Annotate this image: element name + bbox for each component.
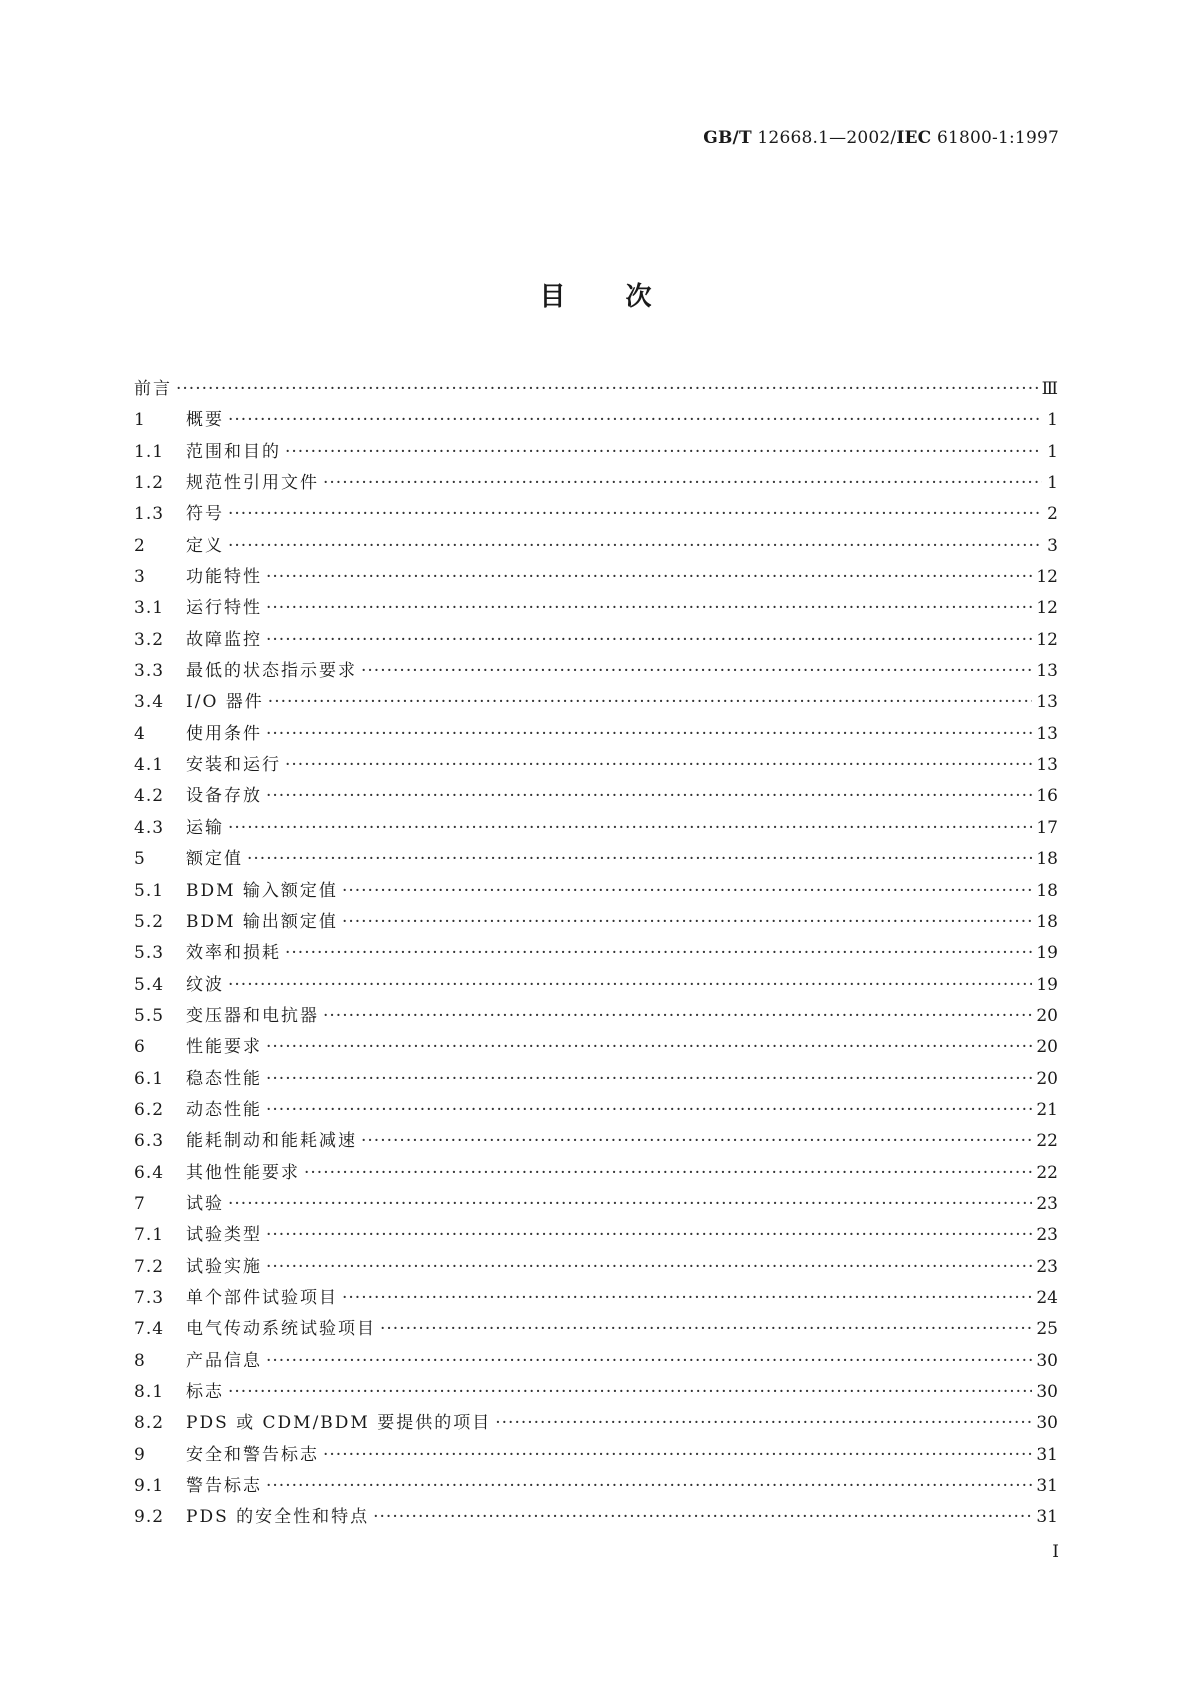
toc-entry-number: 9.1: [134, 1476, 165, 1497]
toc-entry[interactable]: [134, 687, 1058, 718]
toc-entry[interactable]: [134, 1064, 1058, 1095]
toc-entry[interactable]: [134, 593, 1058, 624]
toc-entry[interactable]: [134, 1471, 1058, 1502]
toc-entry-number: 6.4: [134, 1162, 165, 1183]
toc-entry-page: 25: [1036, 1319, 1058, 1340]
toc-entry-label: BDM 输入额定值: [186, 880, 338, 901]
toc-entry-number: 4.3: [134, 817, 165, 838]
toc-entry[interactable]: [134, 1440, 1058, 1471]
toc-entry-page: 13: [1036, 661, 1058, 682]
toc-dot-leader: [373, 1502, 1032, 1533]
toc-entry[interactable]: [134, 1252, 1058, 1283]
toc-entry-number: 3.2: [134, 629, 165, 650]
toc-dot-leader: [266, 1471, 1032, 1502]
toc-dot-leader: [228, 1377, 1032, 1408]
toc-dot-leader: [342, 1283, 1032, 1314]
toc-entry-number: 1.1: [134, 441, 165, 462]
toc-entry-label: 警告标志: [186, 1476, 262, 1497]
toc-entry-label: 能耗制动和能耗减速: [186, 1131, 357, 1152]
toc-dot-leader: [228, 499, 1042, 530]
toc-entry-number: 8.2: [134, 1413, 165, 1434]
toc-dot-leader: [228, 405, 1042, 436]
toc-entry[interactable]: [134, 1346, 1058, 1377]
toc-entry[interactable]: [134, 1032, 1058, 1063]
toc-entry-label: 性能要求: [186, 1037, 262, 1058]
toc-entry-page: 19: [1036, 943, 1058, 964]
standard-code-header: [703, 128, 1059, 148]
toc-entry-page: 30: [1036, 1413, 1058, 1434]
toc-entry[interactable]: [134, 625, 1058, 656]
toc-entry[interactable]: [134, 781, 1058, 812]
toc-dot-leader: [266, 1032, 1032, 1063]
toc-entry-label: 安全和警告标志: [186, 1444, 319, 1465]
toc-entry-label: 标志: [186, 1382, 224, 1402]
toc-entry-number: 2: [134, 535, 146, 556]
toc-dot-leader: [228, 970, 1032, 1001]
toc-entry-label: 最低的状态指示要求: [186, 661, 357, 682]
toc-entry[interactable]: [134, 1158, 1058, 1189]
toc-entry-page: 12: [1036, 629, 1058, 650]
toc-entry-number: 6.2: [134, 1099, 165, 1120]
toc-entry-page: Ⅲ: [1041, 379, 1058, 399]
toc-entry[interactable]: [134, 1001, 1058, 1032]
toc-dot-leader: [266, 1064, 1032, 1095]
toc-dot-leader: [228, 531, 1042, 562]
toc-entry[interactable]: [134, 468, 1058, 499]
toc-entry-page: 31: [1036, 1476, 1058, 1497]
toc-entry-page: 17: [1036, 817, 1058, 838]
toc-entry-page: 20: [1036, 1068, 1058, 1089]
toc-entry-label: 设备存放: [186, 786, 262, 807]
toc-entry-label: I/O 器件: [186, 692, 264, 713]
toc-dot-leader: [323, 1001, 1032, 1032]
toc-entry-label: 稳态性能: [186, 1068, 262, 1089]
toc-entry-number: 1.2: [134, 473, 165, 494]
toc-entry-page: 24: [1036, 1287, 1058, 1308]
toc-entry-page: 19: [1036, 974, 1058, 995]
toc-dot-leader: [266, 625, 1032, 656]
toc-dot-leader: [380, 1314, 1032, 1345]
toc-entry-page: 31: [1036, 1444, 1058, 1465]
toc-entry-page: 18: [1036, 880, 1058, 901]
toc-entry-page: 12: [1036, 567, 1058, 588]
toc-dot-leader: [266, 1220, 1032, 1251]
toc-entry-page: 1: [1047, 473, 1058, 494]
toc-entry[interactable]: [134, 750, 1058, 781]
toc-entry-number: 5.3: [134, 943, 165, 964]
toc-entry-label: 定义: [186, 535, 224, 556]
toc-entry-number: 7.1: [134, 1225, 165, 1246]
toc-entry[interactable]: [134, 1408, 1058, 1439]
toc-entry-page: 20: [1036, 1037, 1058, 1058]
toc-entry-page: 22: [1036, 1131, 1058, 1152]
toc-dot-leader: [285, 437, 1042, 468]
toc-entry-page: 22: [1036, 1162, 1058, 1183]
toc-entry-label: 运输: [186, 817, 224, 838]
toc-entry-label: 功能特性: [186, 567, 262, 588]
toc-entry-number: 6.1: [134, 1068, 165, 1089]
toc-dot-leader: [176, 374, 1038, 405]
standard-code-gbt: GB/T: [703, 128, 752, 148]
toc-entry-label: 前言: [134, 379, 172, 399]
toc-entry-number: 1: [134, 410, 146, 431]
toc-entry-number: 5.1: [134, 880, 165, 901]
toc-entry-number: 7.2: [134, 1256, 165, 1277]
toc-entry-label: 运行特性: [186, 598, 262, 619]
toc-dot-leader: [361, 1126, 1032, 1157]
toc-entry-label: 产品信息: [186, 1350, 262, 1371]
toc-dot-leader: [342, 876, 1032, 907]
toc-dot-leader: [342, 907, 1032, 938]
toc-entry-number: 5.2: [134, 911, 165, 932]
toc-dot-leader: [268, 687, 1033, 718]
toc-entry-number: 3: [134, 567, 146, 588]
toc-dot-leader: [323, 468, 1042, 499]
toc-dot-leader: [228, 1189, 1032, 1220]
toc-entry-number: 7.4: [134, 1319, 165, 1340]
toc-entry-number: 9: [134, 1444, 146, 1465]
toc-entry-label: 单个部件试验项目: [186, 1287, 338, 1308]
toc-entry-page: 20: [1036, 1005, 1058, 1026]
toc-entry[interactable]: [134, 1095, 1058, 1126]
toc-entry-number: 3.3: [134, 661, 165, 682]
toc-entry-page: 13: [1036, 723, 1058, 744]
toc-entry-number: 5: [134, 849, 146, 870]
toc-entry-page: 2: [1047, 504, 1058, 525]
page-folio: I: [1052, 1542, 1059, 1562]
toc-entry-page: 23: [1036, 1193, 1058, 1214]
toc-entry[interactable]: [134, 844, 1058, 875]
toc-entry-label: 规范性引用文件: [186, 473, 319, 494]
toc-entry-label: 安装和运行: [186, 755, 281, 776]
toc-entry-label: 额定值: [186, 849, 243, 870]
toc-dot-leader: [266, 1252, 1032, 1283]
toc-dot-leader: [495, 1408, 1032, 1439]
toc-entry-label: PDS 或 CDM/BDM 要提供的项目: [186, 1413, 492, 1434]
toc-dot-leader: [247, 844, 1032, 875]
toc-entry-number: 9.2: [134, 1507, 165, 1528]
toc-entry[interactable]: [134, 938, 1058, 969]
toc-entry-page: 13: [1036, 692, 1058, 713]
toc-dot-leader: [285, 750, 1032, 781]
toc-dot-leader: [228, 813, 1032, 844]
toc-entry-label: 其他性能要求: [186, 1162, 300, 1183]
toc-entry-page: 18: [1036, 849, 1058, 870]
toc-entry-page: 3: [1047, 535, 1058, 556]
toc-entry-page: 23: [1036, 1256, 1058, 1277]
toc-entry[interactable]: [134, 1189, 1058, 1220]
toc-entry[interactable]: [134, 656, 1058, 687]
toc-dot-leader: [266, 593, 1032, 624]
toc-entry[interactable]: [134, 374, 1058, 405]
page-title: 目次: [539, 282, 712, 312]
toc-entry-label: 试验类型: [186, 1225, 262, 1246]
toc-entry-number: 5.4: [134, 974, 165, 995]
toc-entry-page: 30: [1036, 1382, 1058, 1402]
toc-entry-page: 1: [1047, 441, 1058, 462]
toc-entry-number: 1.3: [134, 504, 165, 525]
toc-entry-number: 4.1: [134, 755, 165, 776]
toc-entry-number: 6: [134, 1037, 146, 1058]
toc-entry-label: 故障监控: [186, 629, 262, 650]
toc-entry-number: 3.1: [134, 598, 165, 619]
toc-entry[interactable]: [134, 531, 1058, 562]
toc-entry-page: 13: [1036, 755, 1058, 776]
toc-dot-leader: [323, 1440, 1032, 1471]
toc-entry-number: 8.1: [134, 1382, 165, 1402]
toc-dot-leader: [266, 562, 1032, 593]
table-of-contents: [134, 374, 1058, 1534]
toc-entry[interactable]: [134, 499, 1058, 530]
toc-dot-leader: [285, 938, 1032, 969]
toc-entry-number: 3.4: [134, 692, 165, 713]
toc-entry[interactable]: [134, 437, 1058, 468]
toc-entry-label: PDS 的安全性和特点: [186, 1507, 370, 1528]
standard-code-iec-number: 61800-1:1997: [931, 128, 1059, 148]
toc-entry[interactable]: [134, 562, 1058, 593]
toc-entry-number: 5.5: [134, 1005, 165, 1026]
toc-entry[interactable]: [134, 1502, 1058, 1533]
toc-entry-label: 使用条件: [186, 723, 262, 744]
toc-entry-label: 试验实施: [186, 1256, 262, 1277]
toc-entry-label: 动态性能: [186, 1099, 262, 1120]
toc-dot-leader: [361, 656, 1032, 687]
toc-entry-label: 试验: [186, 1193, 224, 1214]
toc-entry-label: 电气传动系统试验项目: [186, 1319, 376, 1340]
toc-entry-page: 12: [1036, 598, 1058, 619]
toc-dot-leader: [304, 1158, 1032, 1189]
toc-entry-number: 7: [134, 1193, 146, 1214]
toc-entry-page: 23: [1036, 1225, 1058, 1246]
toc-entry-number: 8: [134, 1350, 146, 1371]
toc-entry-number: 6.3: [134, 1131, 165, 1152]
toc-entry-label: 效率和损耗: [186, 943, 281, 964]
toc-entry[interactable]: [134, 907, 1058, 938]
toc-entry-number: 4.2: [134, 786, 165, 807]
toc-dot-leader: [266, 1346, 1032, 1377]
toc-entry-page: 31: [1036, 1507, 1058, 1528]
toc-entry[interactable]: [134, 876, 1058, 907]
toc-entry-label: 纹波: [186, 974, 224, 995]
toc-dot-leader: [266, 781, 1032, 812]
toc-entry-label: 概要: [186, 410, 224, 431]
toc-entry[interactable]: [134, 1377, 1058, 1408]
toc-entry-page: 18: [1036, 911, 1058, 932]
toc-entry[interactable]: [134, 1283, 1058, 1314]
standard-code-number: 12668.1—2002/: [751, 128, 897, 148]
toc-entry-page: 30: [1036, 1350, 1058, 1371]
toc-entry-label: 范围和目的: [186, 441, 281, 462]
toc-entry-label: BDM 输出额定值: [186, 911, 338, 932]
toc-entry[interactable]: [134, 719, 1058, 750]
standard-code-iec: IEC: [896, 128, 932, 148]
toc-entry-page: 1: [1047, 410, 1058, 431]
toc-entry[interactable]: [134, 405, 1058, 436]
toc-dot-leader: [266, 1095, 1032, 1126]
toc-entry[interactable]: [134, 1314, 1058, 1345]
toc-entry-page: 16: [1036, 786, 1058, 807]
toc-entry[interactable]: [134, 1126, 1058, 1157]
toc-entry[interactable]: [134, 813, 1058, 844]
toc-entry-label: 符号: [186, 504, 224, 525]
toc-entry-label: 变压器和电抗器: [186, 1005, 319, 1026]
toc-entry-number: 4: [134, 723, 146, 744]
toc-entry[interactable]: [134, 1220, 1058, 1251]
toc-dot-leader: [266, 719, 1032, 750]
toc-entry-number: 7.3: [134, 1287, 165, 1308]
toc-entry-page: 21: [1036, 1099, 1058, 1120]
toc-entry[interactable]: [134, 970, 1058, 1001]
